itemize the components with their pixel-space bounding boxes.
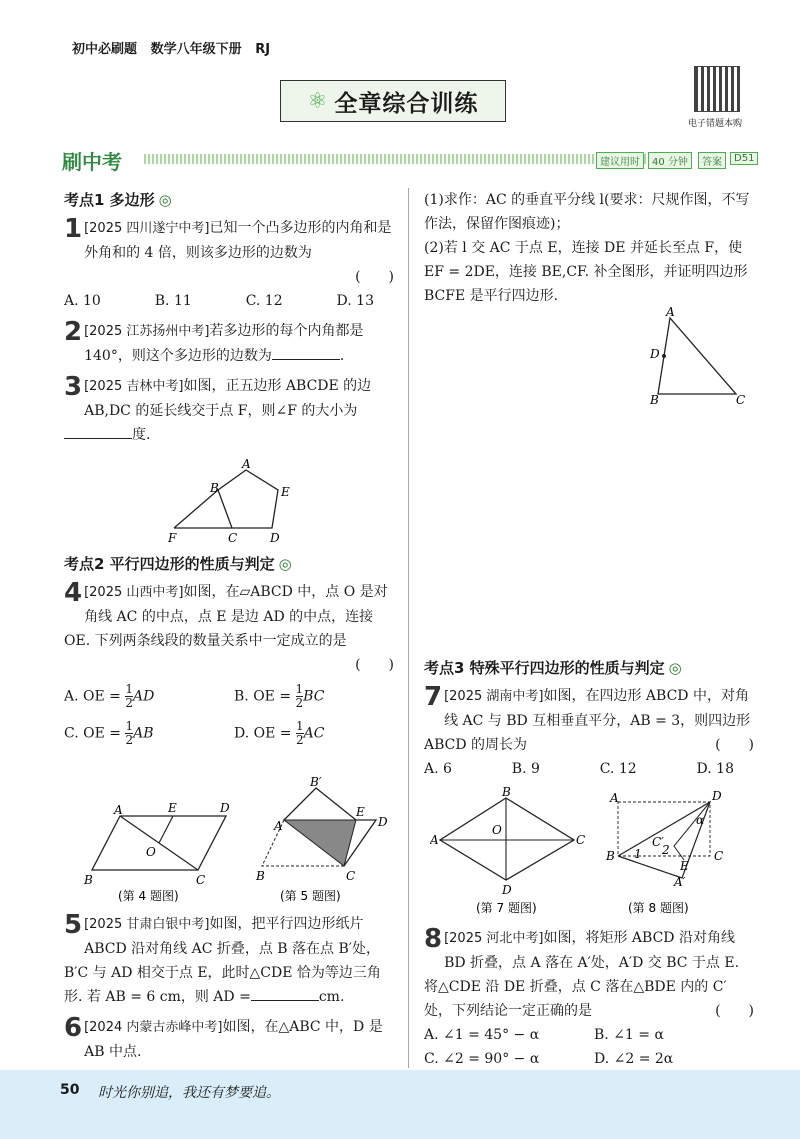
q4-answer-paren: ( ) xyxy=(355,657,394,673)
q5-label-e: E xyxy=(356,805,365,819)
q3-figure xyxy=(160,458,320,544)
section-k2: 考点2 平行四边形的性质与判定 ◎ xyxy=(64,555,292,573)
q2-text: 若多边形的每个内角都是 140°，则这个多边形的边数为 xyxy=(84,323,364,364)
q7-answer-paren: ( ) xyxy=(715,737,754,753)
q8-option-c: C. ∠2 = 90° − α xyxy=(424,1051,540,1067)
q8-source: [2025 河北中考] xyxy=(444,931,544,946)
page-number: 50 xyxy=(60,1082,80,1098)
left-column-3 xyxy=(64,912,394,1064)
q6-label-a: A xyxy=(666,306,675,319)
target-icon: ◎ xyxy=(668,659,682,677)
q8-caption: (第 8 题图) xyxy=(628,901,689,915)
question-2 xyxy=(64,319,394,368)
subject-name: 数学八年级下册 xyxy=(150,42,242,57)
q7-label-o: O xyxy=(492,823,502,837)
q7-label-d: D xyxy=(502,883,512,897)
chapter-title-text: 全章综合训练 xyxy=(334,90,479,117)
q4-option-b: B. OE = $\frac{1}{2}$ BC xyxy=(234,682,325,710)
question-1 xyxy=(64,216,394,313)
q7-source: [2025 湖南中考] xyxy=(444,689,544,704)
q3-text: 如图，正五边形 ABCDE 的边 AB,DC 的延长线交于点 F，则∠F 的大小为 xyxy=(84,378,372,419)
q8-label-cprime: C′ xyxy=(652,835,664,849)
q4-text: 如图，在▱ABCD 中，点 O 是对角线 AC 的中点，点 E 是边 AD 的中点，连接 OE. 下列两条线段的数量关系中一定成立的是 xyxy=(64,584,388,649)
q8-label-e: E xyxy=(680,859,689,873)
q7-label-c: C xyxy=(576,833,586,847)
question-4 xyxy=(64,580,394,747)
question-7 xyxy=(424,684,754,781)
q1-source: [2025 四川遂宁中考] xyxy=(84,221,210,236)
q8-text: 如图，将矩形 ABCD 沿对角线 BD 折叠，点 A 落在 A′处，A′D 交 BC 于点 E. 将△CDE 沿 DE 折叠，点 C 落在△BDE 内的 C′处，下列结论一定正确的是 xyxy=(424,930,740,1019)
q3-label-f: F xyxy=(168,531,177,544)
q8-answer-paren: ( ) xyxy=(715,1003,754,1019)
column-divider xyxy=(408,188,409,1068)
q2-blank xyxy=(272,345,340,360)
q5-blank xyxy=(251,986,319,1001)
q4-caption: (第 4 题图) xyxy=(118,889,179,903)
question-8 xyxy=(424,926,754,1071)
q6-label-d: D xyxy=(650,347,660,361)
qr-label: 电子错题本购 xyxy=(688,119,743,129)
q3-tail: 度. xyxy=(132,427,151,443)
q4-option-c: C. OE = $\frac{1}{2}$ AB xyxy=(64,719,154,747)
q3-label-c: C xyxy=(228,531,238,544)
q4-label-c: C xyxy=(196,873,206,887)
q7-option-b: B. 9 xyxy=(511,761,540,777)
q4-label-b: B xyxy=(84,873,93,887)
q7-number: 7 xyxy=(424,682,443,712)
q7-option-d: D. 18 xyxy=(696,761,734,777)
q8-options-row1 xyxy=(424,1023,754,1047)
q6-label-c: C xyxy=(736,393,746,406)
q5-tail: cm. xyxy=(318,989,345,1005)
q6-part-1: (1)求作：AC 的垂直平分线 l(要求：尺规作图，不写作法，保留作图痕迹)； xyxy=(424,192,750,232)
q2-tail: . xyxy=(339,348,345,364)
page-header xyxy=(72,38,270,57)
q1-answer-paren: ( ) xyxy=(355,269,394,285)
molecule-icon: ⚛ xyxy=(307,88,329,114)
q8-angle-2: 2 xyxy=(662,843,670,857)
q6-part-2: (2)若 l 交 AC 于点 E，连接 DE 并延长至点 F，使 EF = 2DE，连接 BE,CF. 补全图形，并证明四边形 BCFE 是平行四边形. xyxy=(424,240,748,304)
q8-angle-alpha: α xyxy=(696,813,705,827)
q4-label-d: D xyxy=(220,801,230,815)
left-column-2 xyxy=(64,552,394,747)
q8-angle-1: 1 xyxy=(634,847,642,861)
answer-label: 答案 xyxy=(698,152,726,169)
q5-number: 5 xyxy=(64,910,83,940)
q7-caption: (第 7 题图) xyxy=(476,901,537,915)
q6-figure xyxy=(640,306,750,406)
right-column-2 xyxy=(424,656,754,781)
q2-source: [2025 江苏扬州中考] xyxy=(84,324,210,339)
section-k3: 考点3 特殊平行四边形的性质与判定 ◎ xyxy=(424,659,682,677)
q5-label-d: D xyxy=(378,815,388,829)
q3-label-d: D xyxy=(270,531,280,544)
q4-option-d: D. OE = $\frac{1}{2}$ AC xyxy=(234,719,325,747)
band-stripes xyxy=(144,154,656,164)
q7-text: 如图，在四边形 ABCD 中，对角线 AC 与 BD 互相垂直平分，AB = 3，则四边形 ABCD 的周长为 xyxy=(424,688,751,753)
q1-options xyxy=(64,289,374,313)
q8-option-a: A. ∠1 = 45° − α xyxy=(424,1027,540,1043)
q8-number: 8 xyxy=(424,924,443,954)
right-column-3 xyxy=(424,926,754,1071)
q4-source: [2025 山西中考] xyxy=(84,585,184,600)
page-footer xyxy=(0,1070,800,1139)
q5-label-c: C xyxy=(346,869,356,883)
q8-options-row2 xyxy=(424,1047,754,1071)
footer-motto: 时光你别追，我还有梦要追。 xyxy=(98,1085,280,1101)
question-6 xyxy=(64,1015,394,1064)
q6-number: 6 xyxy=(64,1013,83,1043)
q3-number: 3 xyxy=(64,372,83,402)
question-5 xyxy=(64,912,394,1009)
target-icon: ◎ xyxy=(278,555,292,573)
q4-label-o: O xyxy=(146,845,156,859)
q6-label-b: B xyxy=(650,393,659,406)
target-icon: ◎ xyxy=(158,191,172,209)
q4-q5-figures xyxy=(80,776,400,906)
q3-blank xyxy=(64,424,132,439)
q1-option-b: B. 11 xyxy=(154,293,192,309)
q4-label-e: E xyxy=(168,801,177,815)
q6-text: 如图，在△ABC 中，D 是 AB 中点. xyxy=(84,1019,383,1060)
q2-number: 2 xyxy=(64,317,83,347)
q5-label-b: B xyxy=(256,869,265,883)
series-name: 初中必刷题 xyxy=(72,42,138,57)
q8-label-b: B xyxy=(606,849,615,863)
q5-label-bprime: B′ xyxy=(310,776,322,789)
q3-label-a: A xyxy=(242,458,251,471)
time-value: 40 分钟 xyxy=(648,152,692,169)
q1-option-c: C. 12 xyxy=(245,293,283,309)
q3-label-e: E xyxy=(281,485,290,499)
qr-code-icon[interactable] xyxy=(694,66,740,112)
right-column xyxy=(424,188,754,308)
q8-label-d: D xyxy=(712,789,722,803)
q8-label-aprime: A′ xyxy=(674,875,686,889)
q7-label-b: B xyxy=(502,786,511,799)
q1-option-a: A. 10 xyxy=(64,293,101,309)
q8-option-d: D. ∠2 = 2α xyxy=(594,1051,674,1067)
q5-caption: (第 5 题图) xyxy=(280,889,341,903)
q7-label-a: A xyxy=(430,833,439,847)
left-column xyxy=(64,188,394,447)
q7-option-a: A. 6 xyxy=(424,761,452,777)
time-label: 建议用时 xyxy=(596,152,644,169)
q1-number: 1 xyxy=(64,214,83,244)
practice-band xyxy=(62,146,766,172)
q4-option-a: A. OE = $\frac{1}{2}$ AD xyxy=(64,682,155,710)
q5-text: 如图，把平行四边形纸片 ABCD 沿对角线 AC 折叠，点 B 落在点 B′处，B′C 与 AD 相交于点 E，此时△CDE 恰为等边三角形. 若 AB = 6 cm，则 AD = xyxy=(64,916,381,1005)
q7-option-c: C. 12 xyxy=(599,761,637,777)
answer-value: D51 xyxy=(730,152,758,165)
section-k1: 考点1 多边形 ◎ xyxy=(64,191,172,209)
q4-number: 4 xyxy=(64,578,83,608)
brand-label: 刷中考 xyxy=(62,150,122,174)
q1-option-d: D. 13 xyxy=(336,293,374,309)
q3-source: [2025 吉林中考] xyxy=(84,379,184,394)
q8-option-b: B. ∠1 = α xyxy=(594,1027,664,1043)
q8-label-a: A xyxy=(610,791,619,805)
q5-source: [2025 甘肃白银中考] xyxy=(84,917,210,932)
chapter-title xyxy=(280,80,506,122)
q8-label-c: C xyxy=(714,849,724,863)
q7-q8-figures xyxy=(430,786,770,916)
q3-label-b: B xyxy=(210,481,219,495)
question-3 xyxy=(64,374,394,447)
q6-source: [2024 内蒙古赤峰中考] xyxy=(84,1020,223,1035)
q5-label-a: A xyxy=(274,819,283,833)
edition: RJ xyxy=(255,42,271,57)
q1-text: 已知一个凸多边形的内角和是外角和的 4 倍，则该多边形的边数为 xyxy=(84,220,392,261)
q7-options xyxy=(424,757,734,781)
q4-label-a: A xyxy=(114,803,123,817)
